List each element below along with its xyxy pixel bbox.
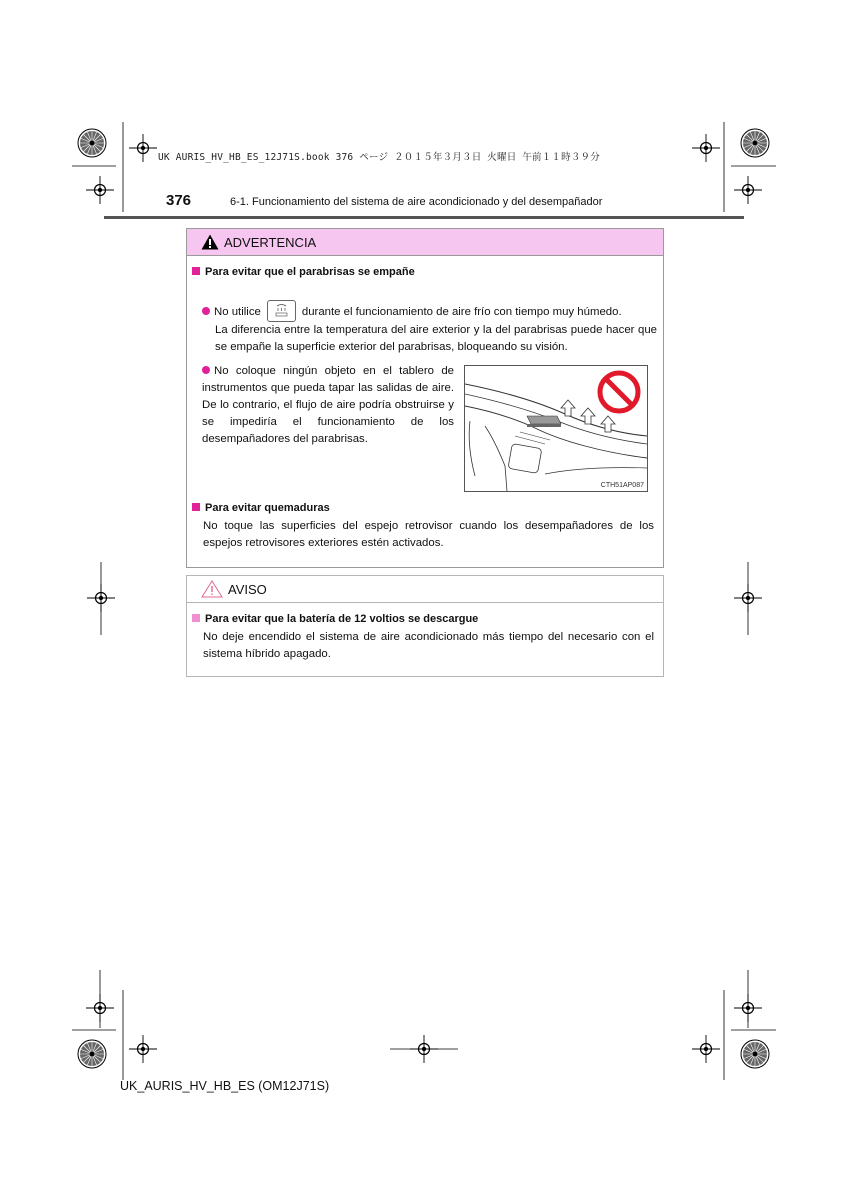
notice-item1-heading: Para evitar que la batería de 12 voltios se descargue	[192, 613, 478, 625]
warning-item2-text: No toque las superficies del espejo retrovisor cuando los desempañadores de los espejos retrovisores exteriores estén activados.	[203, 520, 654, 549]
warning-title: ADVERTENCIA	[224, 234, 317, 250]
round-bullet-icon	[202, 307, 210, 315]
warning-bullet1-paragraph: La diferencia entre la temperatura del aire exterior y la del parabrisas puede hacer que se empañe la superficie exterior del parabrisas, bloqueando su visión.	[215, 324, 657, 353]
notice-title: AVISO	[228, 581, 267, 597]
dashboard-illustration	[464, 365, 648, 492]
notice-item1-text: No deje encendido el sistema de aire acondicionado más tiempo del necesario con el sistema híbrido apagado.	[203, 631, 654, 660]
warning-item2-heading: Para evitar quemaduras	[192, 502, 330, 514]
caution-triangle-icon	[201, 580, 223, 598]
warning-bullet2: No coloque ningún objeto en el tablero de instrumentos que pueda tapar las salidas de aire. De lo contrario, el flujo de aire podría obstruirse y se impediría el funcionamiento de los desempañadores del parabrisas.	[202, 365, 454, 445]
square-bullet-icon	[192, 614, 200, 622]
defroster-button-icon	[267, 300, 296, 322]
warning-triangle-icon	[201, 234, 219, 250]
book-info-header: UK AURIS_HV_HB_ES_12J71S.book 376 ページ ２０１５年３月３日 火曜日 午前１１時３９分	[158, 152, 600, 163]
header-rule	[104, 216, 744, 219]
square-bullet-icon	[192, 267, 200, 275]
section-title: 6-1. Funcionamiento del sistema de aire acondicionado y del desempañador	[230, 196, 603, 208]
dashboard-drawing	[465, 366, 647, 491]
notice-header	[187, 576, 663, 603]
page-number: 376	[166, 192, 192, 209]
document-id-footer: UK_AURIS_HV_HB_ES (OM12J71S)	[120, 1079, 330, 1093]
round-bullet-icon	[202, 366, 210, 374]
warning-item1-heading: Para evitar que el parabrisas se empañe	[192, 266, 415, 278]
warning-bullet1: No utilice durante el funcionamiento de aire frío con tiempo muy húmedo.	[202, 300, 657, 322]
warning-header	[187, 229, 663, 256]
illustration-code: CTH51AP087	[600, 482, 644, 489]
prohibition-icon	[600, 373, 638, 411]
notice-box	[186, 575, 664, 677]
square-bullet-icon	[192, 503, 200, 511]
